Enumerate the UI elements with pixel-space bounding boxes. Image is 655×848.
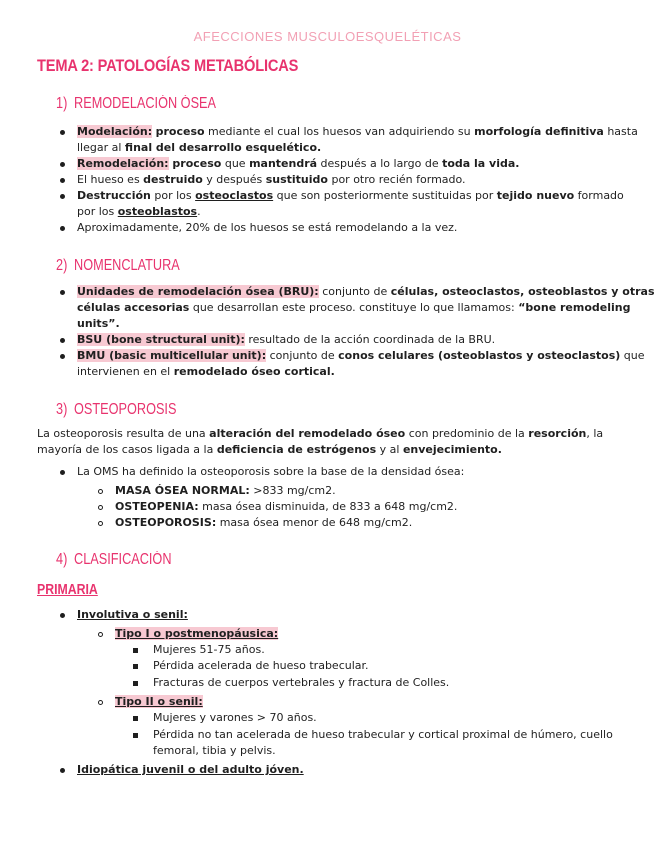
bullet-dot — [60, 290, 65, 295]
section-heading-nomenclatura: 2) NOMENCLATURA — [56, 257, 180, 274]
list-subsubitem-continued: femoral, tibia y pelvis. — [153, 744, 276, 757]
paragraph-line: mayoría de los casos ligada a la deficiencia de estrógenos y al envejecimiento. — [37, 443, 502, 456]
list-subsubitem: Fracturas de cuerpos vertebrales y fractura de Colles. — [153, 676, 450, 689]
list-item: La OMS ha definido la osteoporosis sobre la base de la densidad ósea: — [77, 465, 465, 478]
bullet-dot — [60, 130, 65, 135]
page-header: AFECCIONES MUSCULOESQUELÉTICAS — [193, 29, 462, 44]
list-subsubitem: Mujeres 51-75 años. — [153, 643, 265, 656]
bullet-circle — [98, 489, 103, 494]
list-subsubitem: Pérdida no tan acelerada de hueso trabecular y cortical proximal de húmero, cuello — [153, 728, 613, 741]
list-subsubitem: Mujeres y varones > 70 años. — [153, 711, 317, 724]
list-item: Unidades de remodelación ósea (BRU): conjunto de células, osteoclastos, osteoblastos y otras — [77, 285, 655, 298]
bullet-circle — [98, 700, 103, 705]
list-subitem: Tipo II o senil: — [115, 695, 203, 708]
bullet-square — [133, 716, 138, 721]
list-subitem: Tipo I o postmenopáusica: — [115, 627, 279, 640]
bullet-dot — [60, 162, 65, 167]
list-item: Destrucción por los osteoclastos que son posteriormente sustituidas por tejido nuevo formado — [77, 189, 624, 202]
section-heading-remodelacion: 1) REMODELACIÓN ÓSEA — [56, 95, 217, 112]
list-item: Remodelación: proceso que mantendrá después a lo largo de toda la vida. — [77, 157, 520, 170]
list-item: Involutiva o senil: — [77, 608, 188, 621]
list-item-continued: units”. — [77, 317, 120, 330]
subsection-heading-primaria: PRIMARIA — [37, 581, 98, 598]
bullet-square — [133, 664, 138, 669]
list-item: Aproximadamente, 20% de los huesos se está remodelando a la vez. — [77, 221, 458, 234]
bullet-circle — [98, 632, 103, 637]
list-subitem: OSTEOPENIA: masa ósea disminuida, de 833 a 648 mg/cm2. — [115, 500, 458, 513]
bullet-circle — [98, 521, 103, 526]
bullet-square — [133, 648, 138, 653]
bullet-dot — [60, 194, 65, 199]
list-item-continued: intervienen en el remodelado óseo cortical. — [77, 365, 335, 378]
list-item: Idiopática juvenil o del adulto jóven. — [77, 763, 304, 776]
list-subitem: OSTEOPOROSIS: masa ósea menor de 648 mg/cm2. — [115, 516, 413, 529]
bullet-dot — [60, 226, 65, 231]
bullet-dot — [60, 178, 65, 183]
list-subitem: MASA ÓSEA NORMAL: >833 mg/cm2. — [115, 484, 336, 497]
section-heading-osteoporosis: 3) OSTEOPOROSIS — [56, 401, 177, 418]
bullet-circle — [98, 505, 103, 510]
bullet-dot — [60, 768, 65, 773]
list-item-continued: llegar al final del desarrollo esquelético. — [77, 141, 322, 154]
list-item: BMU (basic multicellular unit): conjunto de conos celulares (osteoblastos y osteoclastos) que — [77, 349, 645, 362]
list-item: Modelación: proceso mediante el cual los huesos van adquiriendo su morfología definitiva hasta — [77, 125, 638, 138]
bullet-square — [133, 733, 138, 738]
bullet-dot — [60, 613, 65, 618]
bullet-square — [133, 681, 138, 686]
page-title: TEMA 2: PATOLOGÍAS METABÓLICAS — [37, 56, 299, 75]
list-item-continued: por los osteoblastos. — [77, 205, 201, 218]
list-item-continued: células accesorias que desarrollan este proceso. constituye lo que llamamos: “bone remodeling — [77, 301, 631, 314]
section-heading-clasificacion: 4) CLASIFICACIÓN — [56, 551, 172, 568]
list-item: BSU (bone structural unit): resultado de la acción coordinada de la BRU. — [77, 333, 496, 346]
paragraph-line: La osteoporosis resulta de una alteración del remodelado óseo con predominio de la resorción, la — [37, 427, 604, 440]
list-subsubitem: Pérdida acelerada de hueso trabecular. — [153, 659, 369, 672]
bullet-dot — [60, 470, 65, 475]
list-item: El hueso es destruido y después sustituido por otro recién formado. — [77, 173, 466, 186]
bullet-dot — [60, 338, 65, 343]
bullet-dot — [60, 354, 65, 359]
